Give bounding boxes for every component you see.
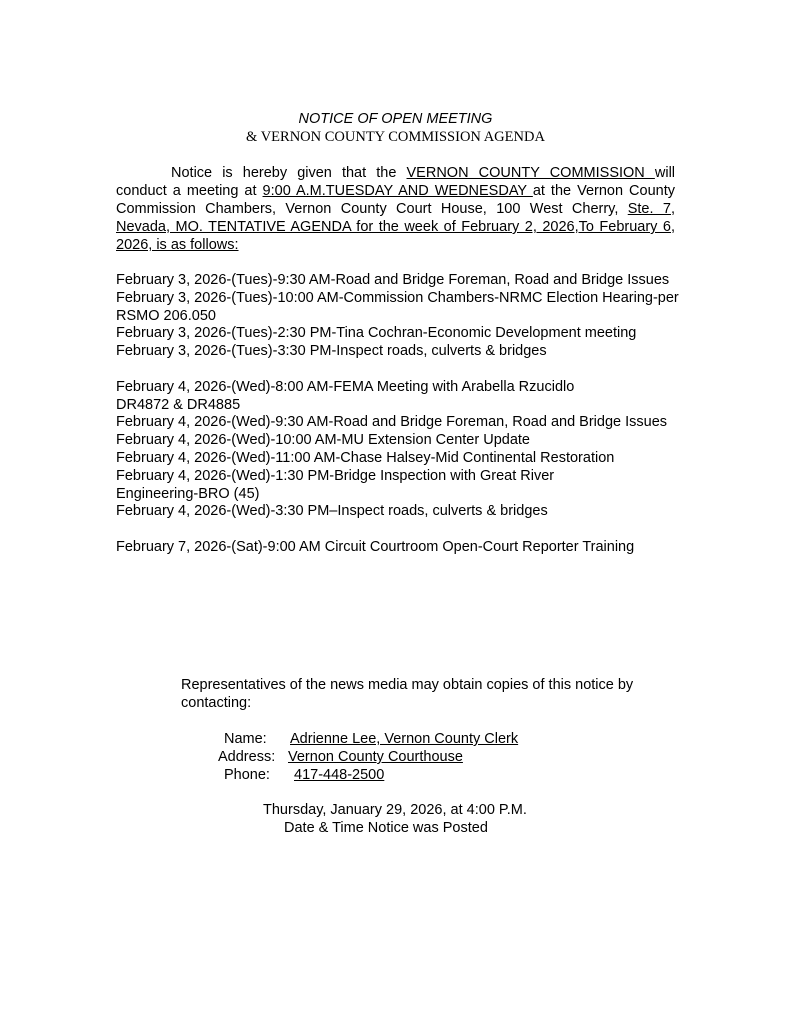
document-subtitle: & VERNON COUNTY COMMISSION AGENDA [246,129,545,145]
posted-caption: Date & Time Notice was Posted [284,820,488,836]
posted-datetime: Thursday, January 29, 2026, at 4:00 P.M. [263,802,527,818]
agenda-item: February 4, 2026-(Wed)-1:30 PM-Bridge Inspection with Great River Engineering-BRO (45) [116,467,555,502]
contact-phone-row [218,766,518,784]
agenda-spacer [116,521,696,539]
notice-location: Ste. 7, Nevada, MO. TENTATIVE AGENDA for the week of February 2, 2026,To February 6, 2026, is as follows: [116,201,675,253]
notice-meeting-time: 9:00 A.M.TUESDAY AND WEDNESDAY [262,183,533,199]
contact-address-label: Address: [218,749,276,765]
notice-text-1: Notice is hereby given that the [171,165,407,181]
notice-text-3: at the Vernon County Commission Chambers, Vernon County Court House, 100 West Cherry, [116,183,675,217]
agenda-item: February 4, 2026-(Wed)-10:00 AM-MU Extension Center Update [116,432,530,449]
agenda-item: February 4, 2026-(Wed)-8:00 AM-FEMA Meeting with Arabella Rzucidlo DR4872 & DR4885 [116,378,575,413]
contact-name-row [218,730,518,748]
agenda-item: February 4, 2026-(Wed)-11:00 AM-Chase Halsey-Mid Continental Restoration [116,449,615,466]
agenda-item: February 3, 2026-(Tues)-2:30 PM-Tina Cochran-Economic Development meeting [116,325,637,342]
contact-phone-label: Phone: [224,767,270,783]
agenda-item: February 4, 2026-(Wed)-3:30 PM–Inspect roads, culverts & bridges [116,503,548,520]
agenda-item: February 3, 2026-(Tues)-10:00 AM-Commission Chambers-NRMC Election Hearing-per RSMO 206.050 [116,289,679,324]
contact-name-label: Name: [224,731,267,747]
agenda-spacer [116,361,696,379]
contact-name-value: Adrienne Lee, Vernon County Clerk [290,731,519,747]
document-title: NOTICE OF OPEN MEETING [298,111,493,127]
contact-address-row [218,748,518,766]
agenda-item: February 3, 2026-(Tues)-9:30 AM-Road and Bridge Foreman, Road and Bridge Issues [116,272,670,288]
contact-block [218,730,518,784]
notice-paragraph [116,164,675,254]
notice-text-2: will conduct a meeting at [116,165,676,199]
agenda-list [116,272,696,557]
notice-commission: VERNON COUNTY COMMISSION [406,165,655,181]
agenda-item: February 3, 2026-(Tues)-3:30 PM-Inspect roads, culverts & bridges [116,343,547,360]
media-paragraph: Representatives of the news media may obtain copies of this notice by contacting: [181,677,634,711]
agenda-item: February 7, 2026-(Sat)-9:00 AM Circuit Courtroom Open-Court Reporter Training [116,538,635,555]
contact-address-value: Vernon County Courthouse [288,749,463,765]
agenda-item: February 4, 2026-(Wed)-9:30 AM-Road and Bridge Foreman, Road and Bridge Issues [116,414,668,431]
contact-phone-value: 417-448-2500 [294,767,385,783]
